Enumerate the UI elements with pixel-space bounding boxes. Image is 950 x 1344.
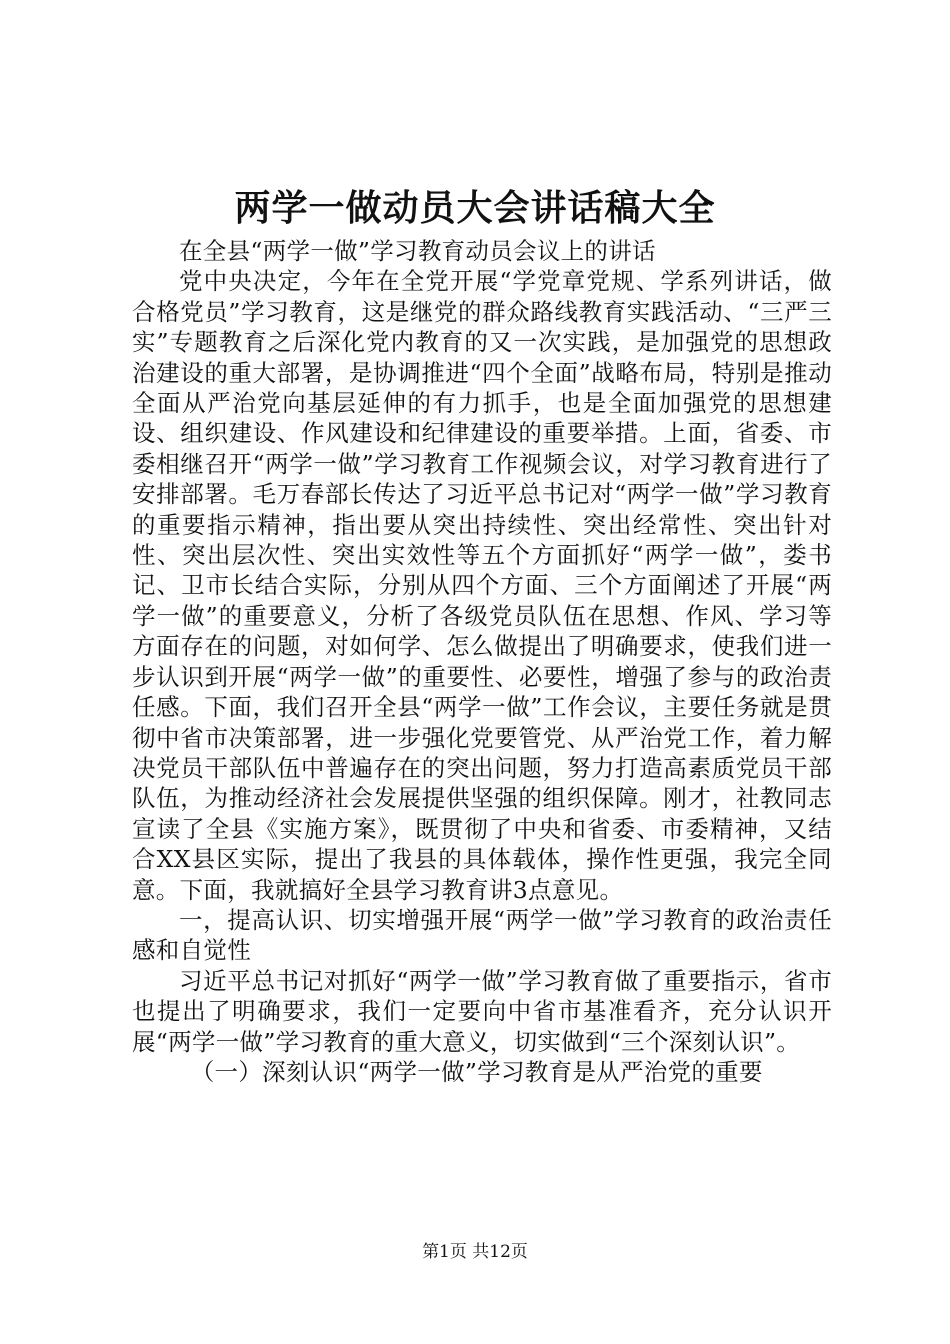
body-paragraph: 习近平总书记对抓好“两学一做”学习教育做了重要指示，省市也提出了明确要求，我们一定要向中省市基准看齐，充分认识开展“两学一做”学习教育的重大意义，切实做到“三个深刻认识”。: [132, 966, 832, 1056]
page-number-footer: 第1页 共12页: [422, 1242, 528, 1262]
subsection-heading: （一）深刻认识“两学一做”学习教育是从严治党的重要: [190, 1057, 763, 1086]
document-body: [132, 236, 832, 1087]
section-heading: 一，提高认识、切实增强开展“两学一做”学习教育的政治责任感和自觉性: [132, 905, 832, 965]
body-paragraph: 党中央决定，今年在全党开展“学党章党规、学系列讲话，做合格党员”学习教育，这是继党的群众路线教育实践活动、“三严三实”专题教育之后深化党内教育的又一次实践，是加强党的思想政治建设的重大部署，是协调推进“四个全面”战略布局，特别是推动全面从严治党向基层延伸的有力抓手，也是全面加强党的思想建设、组织建设、作风建设和纪律建设的重要举措。上面，省委、市委相继召开“两学一做”学习教育工作视频会议，对学习教育进行了安排部署。毛万春部长传达了习近平总书记对“两学一做”学习教育的重要指示精神，指出要从突出持续性、突出经常性、突出针对性、突出层次性、突出实效性等五个方面抓好“两学一做”，娄书记、卫市长结合实际，分别从四个方面、三个方面阐述了开展“两学一做”的重要意义，分析了各级党员队伍在思想、作风、学习等方面存在的问题，对如何学、怎么做提出了明确要求，使我们进一步认识到开展“两学一做”的重要性、必要性，增强了参与的政治责任感。下面，我们召开全县“两学一做”工作会议，主要任务就是贯彻中省市决策部署，进一步强化党要管党、从严治党工作，着力解决党员干部队伍中普遍存在的突出问题，努力打造高素质党员干部队伍，为推动经济社会发展提供坚强的组织保障。刚才，社教同志宣读了全县《实施方案》，既贯彻了中央和省委、市委精神，又结合XX县区实际，提出了我县的具体载体，操作性更强，我完全同意。下面，我就搞好全县学习教育讲3点意见。: [132, 267, 832, 904]
speech-subtitle: 在全县“两学一做”学习教育动员会议上的讲话: [179, 237, 656, 265]
document-title: 两学一做动员大会讲话稿大全: [234, 187, 716, 229]
